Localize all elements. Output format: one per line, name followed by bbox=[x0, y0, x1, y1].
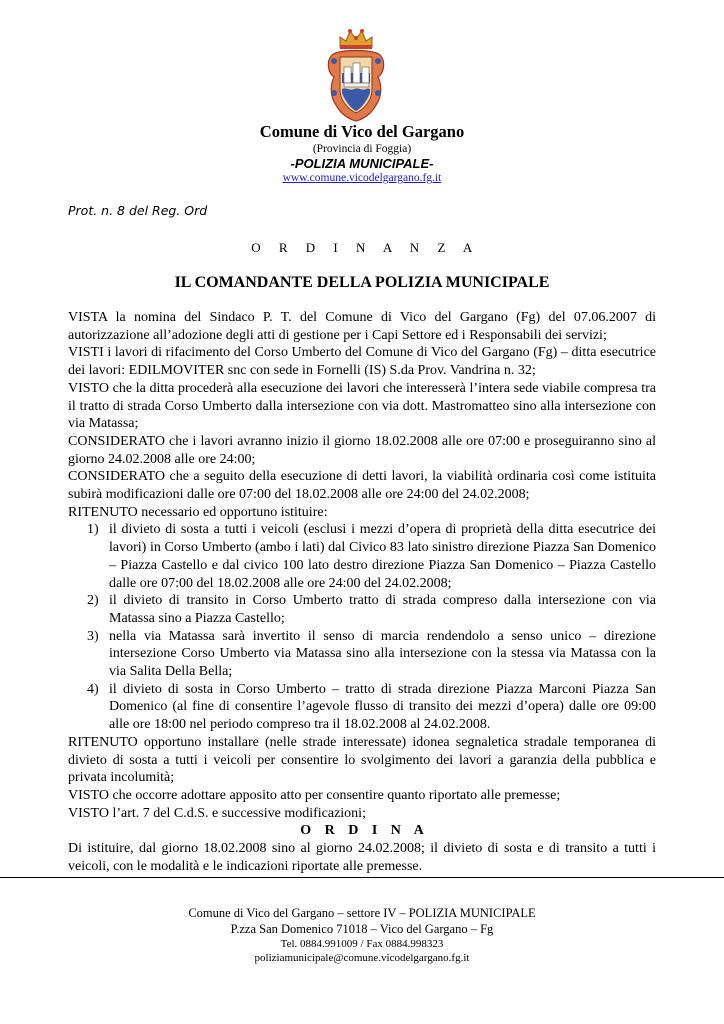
paragraph-ritenuto-istituire: RITENUTO necessario ed opportuno istituire: bbox=[68, 504, 328, 520]
province-name: (Provincia di Foggia) bbox=[312, 143, 412, 155]
municipality-name: Comune di Vico del Gargano bbox=[259, 122, 465, 141]
list-item bbox=[68, 592, 656, 627]
paragraph-visto-cds: VISTO l’art. 7 del C.d.S. e successive modificazioni; bbox=[68, 805, 366, 821]
paragraph-ritenuto-segnaletica: RITENUTO opportuno installare (nelle strade interessate) idonea segnaletica stradale temporanea di divieto di sosta a tutti i veicoli per consentire lo svolgimento dei lavori a garanzia della pubblica e privata incolumità; bbox=[68, 734, 656, 786]
list-item bbox=[68, 521, 656, 592]
department-name: -POLIZIA MUNICIPALE- bbox=[290, 156, 434, 171]
footer-email[interactable]: poliziamunicipale@comune.vicodelgargano.fg.it bbox=[254, 952, 470, 964]
ordina-text: Di istituire, dal giorno 18.02.2008 sino al giorno 24.02.2008; il divieto di sosta e di transito a tutti i veicoli, con le modalità e le indicazioni riportate alle premesse. bbox=[68, 841, 656, 874]
letterhead bbox=[0, 122, 724, 185]
website-link[interactable]: www.comune.vicodelgargano.fg.it bbox=[282, 172, 442, 184]
list-item-number: 4) bbox=[87, 681, 99, 697]
list-item bbox=[68, 681, 656, 734]
footer-divider bbox=[0, 877, 724, 878]
footer-department: Comune di Vico del Gargano – settore IV – POLIZIA MUNICIPALE bbox=[188, 906, 536, 920]
paragraph-visto-atto: VISTO che occorre adottare apposito atto per consentire quanto riportato alle premesse; bbox=[68, 787, 561, 803]
ordinanza-heading: O R D I N A N Z A bbox=[251, 240, 480, 255]
list-item-text: il divieto di transito in Corso Umberto tratto di strada compreso dalla intersezione con via Matassa sino a Piazza Castello; bbox=[109, 593, 656, 626]
paragraph-visto-ditta: VISTO che la ditta procederà alla esecuzione dei lavori che interesserà l’intera sede viabile compresa tra il tratto di strada Corso Umberto dalla intersezione con via dott. Mastromatteo sino alla intersezione con via Matassa; bbox=[68, 380, 656, 432]
footer-address: P.zza San Domenico 71018 – Vico del Gargano – Fg bbox=[230, 922, 494, 936]
footer-phone: Tel. 0884.991009 / Fax 0884.998323 bbox=[280, 938, 444, 950]
list-item bbox=[68, 628, 656, 681]
ordina-heading: O R D I N A bbox=[300, 823, 429, 839]
paragraph-vista-nomina: VISTA la nomina del Sindaco P. T. del Comune di Vico del Gargano (Fg) del 07.06.2007 di autorizzazione all’adozione degli atti di gestione per i Capi Settore ed i Responsabili dei servizi; bbox=[68, 310, 656, 343]
coat-of-arms-icon bbox=[326, 27, 386, 123]
paragraph-considerato-viabilita: CONSIDERATO che a seguito della esecuzione di detti lavori, la viabilità ordinaria così come istituita subirà modificazioni dalle ore 07:00 del 18.02.2008 alle ore 24:00 del 24.02.2008; bbox=[68, 469, 656, 503]
list-item-text: nella via Matassa sarà invertito il senso di marcia rendendolo a senso unico – direzione intersezione Corso Umberto via Matassa sino alla intersezione con la stessa via Matassa con la via Salita Della Bella; bbox=[109, 628, 656, 680]
document-title: IL COMANDANTE DELLA POLIZIA MUNICIPALE bbox=[174, 274, 550, 291]
list-item-text: il divieto di sosta a tutti i veicoli (esclusi i mezzi d’opera di proprietà della ditta esecutrice dei lavori) in Corso Umberto (ambo i lati) dal Civico 83 lato sinistro direzione Piazza San Domenico – Piazza Castello e dal civico 100 lato destro direzione Piazza San Domenico – Piazza Castello dalle ore 07:00 del 18.02.2008 alle ore 24:00 del 24.02.2008; bbox=[109, 522, 656, 591]
measures-list bbox=[68, 521, 656, 733]
list-item-number: 3) bbox=[87, 628, 99, 644]
paragraph-considerato-inizio: CONSIDERATO che i lavori avranno inizio il giorno 18.02.2008 alle ore 07:00 e proseguiranno sino al giorno 24.02.2008 alle ore 24:00; bbox=[68, 433, 656, 467]
list-item-text: il divieto di sosta in Corso Umberto – tratto di strada direzione Piazza Marconi Piazza San Domenico (al fine di consentire l’agevole flusso di transito dei mezzi d’opera) dalle ore 09:00 alle ore 18:00 nel periodo compreso tra il 18.02.2008 al 24.02.2008. bbox=[109, 681, 656, 733]
footer bbox=[0, 905, 724, 965]
list-item-number: 2) bbox=[87, 593, 99, 609]
paragraph-visti-lavori: VISTI i lavori di rifacimento del Corso Umberto del Comune di Vico del Gargano (Fg) – ditta esecutrice dei lavori: EDILMOVITER snc con sede in Fornelli (IS) S.da Prov. Vandrina n. 32; bbox=[68, 345, 656, 379]
document-body bbox=[68, 309, 656, 876]
list-item-number: 1) bbox=[87, 522, 99, 538]
protocol-number: Prot. n. 8 del Reg. Ord bbox=[68, 203, 208, 218]
